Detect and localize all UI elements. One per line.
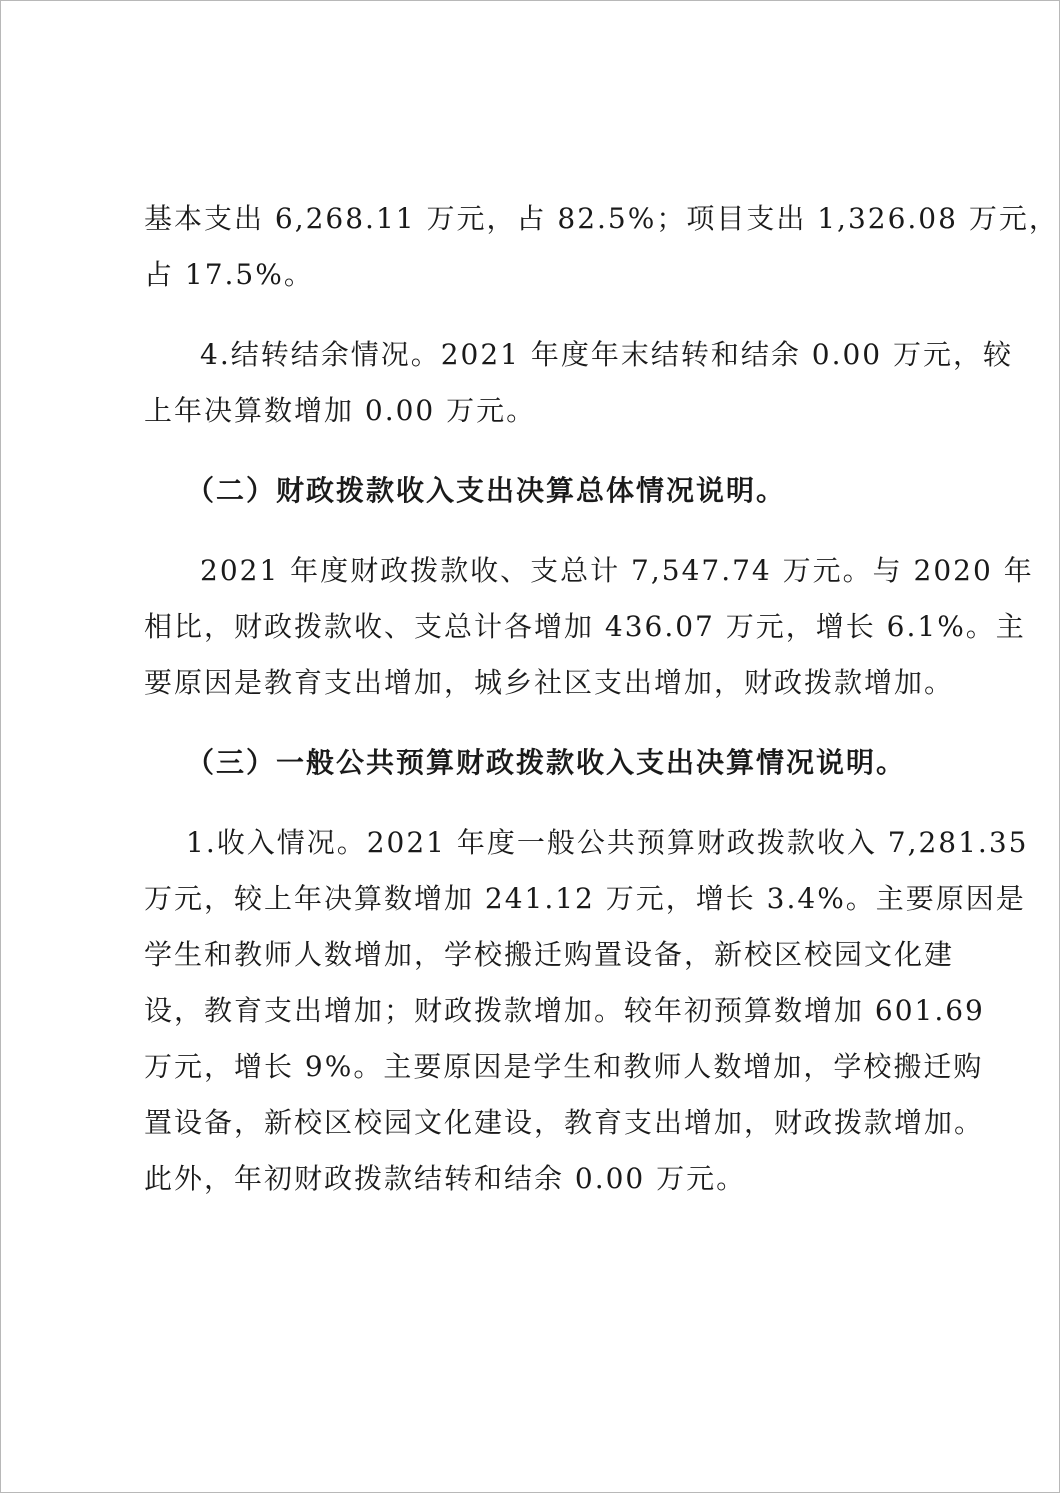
- text-line: 基本支出 6,268.11 万元，占 82.5%；项目支出 1,326.08 万元，: [144, 202, 1059, 235]
- text-line: 2021 年度财政拨款收、支总计 7,547.74 万元。与 2020 年: [200, 554, 1034, 587]
- paragraph-revenue-cont: [144, 871, 1026, 1207]
- text-line: 要原因是教育支出增加，城乡社区支出增加，财政拨款增加。: [144, 666, 955, 699]
- text-line: 占 17.5%。: [144, 258, 314, 291]
- text-line: 学生和教师人数增加，学校搬迁购置设备，新校区校园文化建: [144, 938, 955, 971]
- text-line: 1.收入情况。2021 年度一般公共预算财政拨款收入 7,281.35: [186, 826, 1029, 859]
- text-line: 上年决算数增加 0.00 万元。: [144, 394, 537, 427]
- section-heading-3: [144, 735, 944, 791]
- paragraph-fiscal-totals: [144, 543, 1034, 599]
- text-line: 设，教育支出增加；财政拨款增加。较年初预算数增加 601.69: [144, 994, 985, 1027]
- paragraph-carryover-balance: [144, 327, 1014, 383]
- document-body: [144, 191, 1059, 1207]
- section-heading: （二）财政拨款收入支出决算总体情况说明。: [186, 474, 787, 507]
- text-line: 4.结转结余情况。2021 年度年末结转和结余 0.00 万元，较: [200, 338, 1014, 371]
- paragraph-expenditure-split: [144, 191, 1059, 303]
- text-line: 相比，财政拨款收、支总计各增加 436.07 万元，增长 6.1%。主: [144, 610, 1026, 643]
- text-line: 此外，年初财政拨款结转和结余 0.00 万元。: [144, 1162, 747, 1195]
- paragraph-fiscal-totals-cont: [144, 599, 1026, 711]
- text-line: 置设备，新校区校园文化建设，教育支出增加，财政拨款增加。: [144, 1106, 985, 1139]
- section-heading: （三）一般公共预算财政拨款收入支出决算情况说明。: [186, 746, 907, 779]
- text-line: 万元，增长 9%。主要原因是学生和教师人数增加，学校搬迁购: [144, 1050, 984, 1083]
- section-heading-2: [144, 463, 944, 519]
- text-line: 万元，较上年决算数增加 241.12 万元，增长 3.4%。主要原因是: [144, 882, 1026, 915]
- paragraph-revenue: [144, 815, 1029, 871]
- paragraph-carryover-balance-cont: [144, 383, 944, 439]
